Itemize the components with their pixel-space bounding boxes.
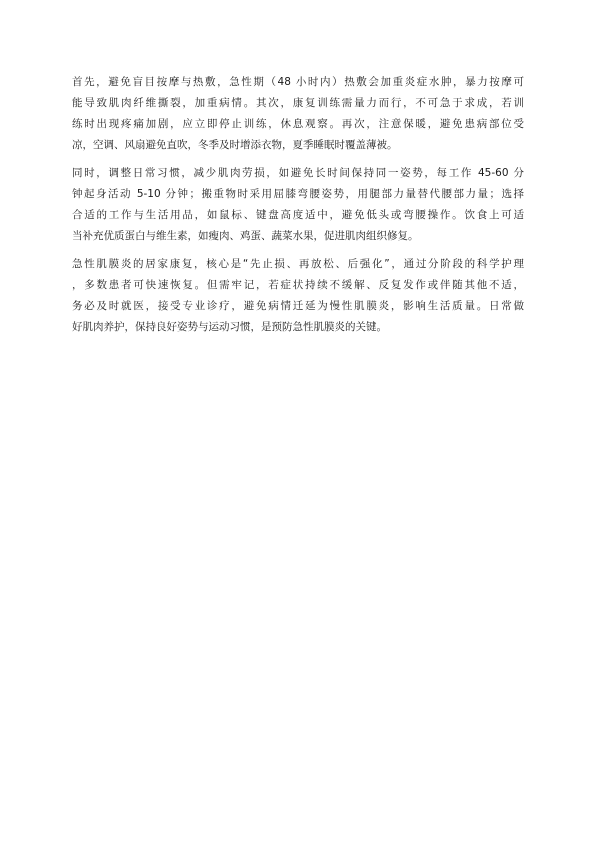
text-line: 首先，避免盲目按摩与热敷，急性期（48 小时内）热敷会加重炎症水肿，暴力按摩可 [72, 76, 524, 88]
text-line: 凉，空调、风扇避免直吹，冬季及时增添衣物，夏季睡眠时覆盖薄被。 [72, 139, 398, 151]
document-body [72, 72, 524, 345]
text-line: 务必及时就医，接受专业诊疗，避免病情迁延为慢性肌膜炎，影响生活质量。日常做 [72, 300, 524, 312]
text-line: 能导致肌肉纤维撕裂，加重病情。其次，康复训练需量力而行，不可急于求成，若训 [72, 97, 524, 109]
text-line: 急性肌膜炎的居家康复，核心是“先止损、再放松、后强化”，通过分阶段的科学护理 [72, 258, 524, 270]
text-line: 好肌肉养护，保持良好姿势与运动习惯，是预防急性肌膜炎的关键。 [72, 321, 387, 333]
paragraph-summary [72, 254, 524, 338]
text-line: 练时出现疼痛加剧，应立即停止训练，休息观察。再次，注意保暖，避免患病部位受 [72, 118, 524, 130]
text-line: 钟起身活动 5-10 分钟；搬重物时采用屈膝弯腰姿势，用腿部力量替代腰部力量；选择 [72, 188, 524, 200]
paragraph-daily-habits [72, 163, 524, 247]
text-line: ，多数患者可快速恢复。但需牢记，若症状持续不缓解、反复发作或伴随其他不适， [72, 279, 524, 291]
text-line: 同时，调整日常习惯，减少肌肉劳损，如避免长时间保持同一姿势，每工作 45-60 分 [72, 167, 524, 179]
paragraph-precautions [72, 72, 524, 156]
text-line: 合适的工作与生活用品，如鼠标、键盘高度适中，避免低头或弯腰操作。饮食上可适 [72, 209, 524, 221]
text-line: 当补充优质蛋白与维生素，如瘦肉、鸡蛋、蔬菜水果，促进肌肉组织修复。 [72, 230, 419, 242]
